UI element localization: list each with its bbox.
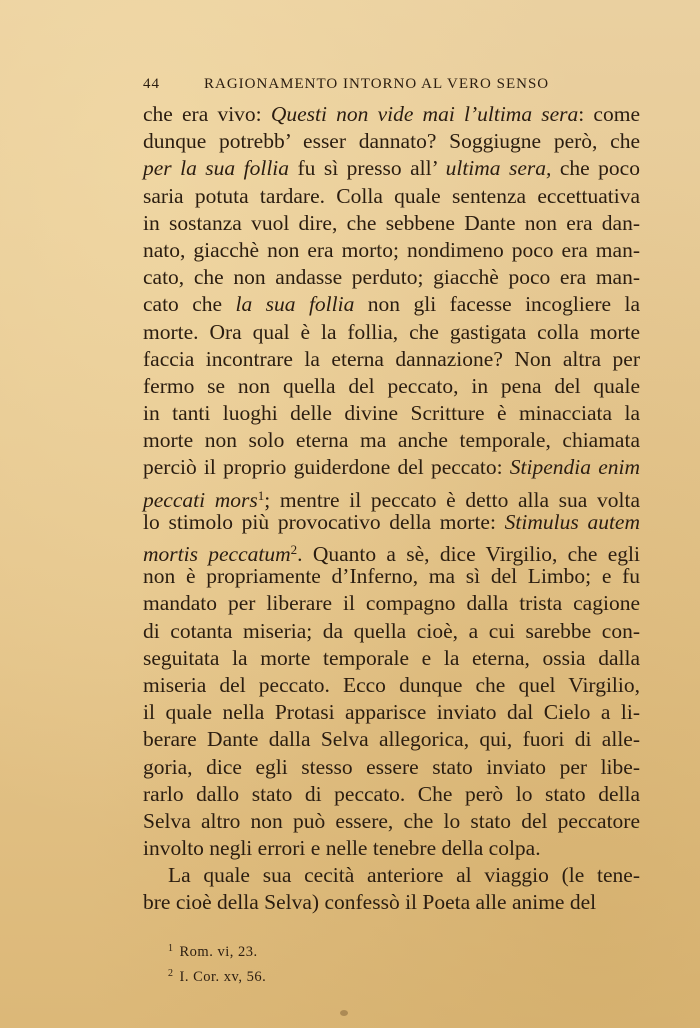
running-title: RAGIONAMENTO INTORNO AL VERO SENSO bbox=[204, 76, 550, 92]
italic-text: peccati mors bbox=[143, 487, 258, 512]
text-run: berare Dante dalla Selva allegorica, qui, fuori di alle- bbox=[143, 727, 640, 752]
footnote-ref: 2 bbox=[290, 542, 298, 557]
text-run: cato, che non andasse perduto; giacchè poco era man- bbox=[143, 265, 640, 290]
text-run: non è propriamente d’Inferno, ma sì del Limbo; e fu bbox=[143, 564, 640, 589]
text-run: che era vivo: bbox=[143, 102, 271, 126]
text-line bbox=[143, 563, 640, 590]
text-line bbox=[143, 291, 640, 318]
running-head bbox=[143, 76, 640, 100]
text-line bbox=[143, 400, 640, 427]
text-line bbox=[143, 645, 640, 672]
italic-text: mortis peccatum bbox=[143, 542, 291, 566]
text-line bbox=[143, 373, 640, 400]
text-run: : come bbox=[578, 102, 640, 126]
text-line bbox=[143, 672, 640, 699]
text-run: saria potuta tardare. Colla quale sentenza eccettuativa bbox=[143, 183, 640, 208]
text-line bbox=[143, 183, 640, 210]
text-line bbox=[143, 699, 640, 726]
page-number: 44 bbox=[143, 76, 160, 92]
text-line bbox=[143, 454, 640, 481]
text-run: non gli facesse incogliere la bbox=[354, 292, 640, 317]
text-run: La quale sua cecità anteriore al viaggio (le tene- bbox=[168, 863, 640, 888]
text-line bbox=[143, 155, 640, 182]
text-line bbox=[143, 590, 640, 617]
text-run: miseria del peccato. Ecco dunque che quel Virgilio, bbox=[143, 672, 640, 697]
footnote-mark: 2 bbox=[168, 968, 174, 979]
text-line bbox=[143, 835, 640, 862]
text-line bbox=[143, 427, 640, 454]
text-run: in tanti luoghi delle divine Scritture è minacciata la bbox=[143, 401, 640, 426]
text-line bbox=[143, 808, 640, 835]
text-run: . Quanto a sè, dice Virgilio, che egli bbox=[297, 542, 640, 566]
text-run: in sostanza vuol dire, che sebbene Dante non era dan- bbox=[143, 210, 640, 235]
text-line bbox=[143, 346, 640, 373]
footnote-text: I. Cor. xv, 56. bbox=[179, 969, 267, 985]
text-run: mandato per liberare il compagno dalla trista cagione bbox=[143, 591, 640, 616]
text-run: di cotanta miseria; da quella cioè, a cui sarebbe con- bbox=[143, 618, 640, 643]
text-line bbox=[143, 264, 640, 291]
page-smudge bbox=[340, 1010, 348, 1016]
footnotes bbox=[168, 938, 588, 988]
text-run: seguitata la morte temporale e la eterna, ossia dalla bbox=[143, 645, 640, 670]
text-run: che poco bbox=[551, 156, 640, 181]
italic-text: Stimulus autem bbox=[504, 509, 641, 534]
footnote-text: Rom. vi, 23. bbox=[179, 944, 258, 960]
text-line bbox=[143, 781, 640, 808]
text-line bbox=[143, 889, 640, 916]
text-line bbox=[143, 862, 640, 889]
text-line bbox=[143, 482, 640, 512]
text-line bbox=[143, 319, 640, 346]
body-text bbox=[143, 101, 640, 917]
text-run: dunque potrebb’ esser dannato? Soggiugne però, che bbox=[143, 129, 640, 154]
text-run: involto negli errori e nelle tenebre della colpa. bbox=[143, 836, 541, 861]
text-run: nato, giacchè non era morto; nondimeno poco era man- bbox=[143, 237, 640, 262]
italic-text: ultima sera, bbox=[445, 156, 552, 181]
text-line bbox=[143, 618, 640, 645]
text-run: faccia incontrare la eterna dannazione? Non altra per bbox=[143, 346, 640, 371]
text-run: lo stimolo più provocativo della morte: bbox=[143, 509, 505, 534]
text-line bbox=[143, 128, 640, 155]
text-line bbox=[143, 101, 640, 128]
text-run: ; mentre il peccato è detto alla sua volta bbox=[264, 487, 640, 512]
text-run: goria, dice egli stesso essere stato inviato per libe- bbox=[143, 754, 640, 779]
footnote-mark: 1 bbox=[168, 943, 174, 954]
text-run: perciò il proprio guiderdone del peccato: bbox=[143, 455, 510, 480]
text-run: Selva altro non può essere, che lo stato del peccatore bbox=[143, 808, 640, 833]
text-run: morte. Ora qual è la follia, che gastigata colla morte bbox=[143, 319, 640, 344]
italic-text: la sua follia bbox=[235, 292, 355, 317]
text-line bbox=[143, 536, 640, 566]
text-line bbox=[143, 509, 640, 536]
italic-text: Stipendia enim bbox=[509, 455, 640, 480]
text-run: cato che bbox=[143, 292, 236, 317]
italic-text: per la sua follia bbox=[143, 156, 290, 181]
footnote-ref: 1 bbox=[257, 487, 265, 503]
footnote bbox=[168, 938, 588, 963]
italic-text: Questi non vide mai l’ultima sera bbox=[270, 102, 579, 126]
text-run: fu sì presso all’ bbox=[289, 156, 446, 181]
text-run: bre cioè della Selva) confessò il Poeta alle anime del bbox=[143, 890, 597, 915]
text-run: fermo se non quella del peccato, in pena del quale bbox=[143, 373, 640, 398]
text-run: rarlo dallo stato di peccato. Che però lo stato della bbox=[143, 781, 640, 806]
text-run: il quale nella Protasi apparisce inviato dal Cielo a li- bbox=[143, 700, 640, 725]
text-line bbox=[143, 237, 640, 264]
text-line bbox=[143, 726, 640, 753]
text-run: morte non solo eterna ma anche temporale, chiamata bbox=[143, 428, 640, 453]
footnote bbox=[168, 963, 588, 988]
text-line bbox=[143, 754, 640, 781]
text-line bbox=[143, 210, 640, 237]
